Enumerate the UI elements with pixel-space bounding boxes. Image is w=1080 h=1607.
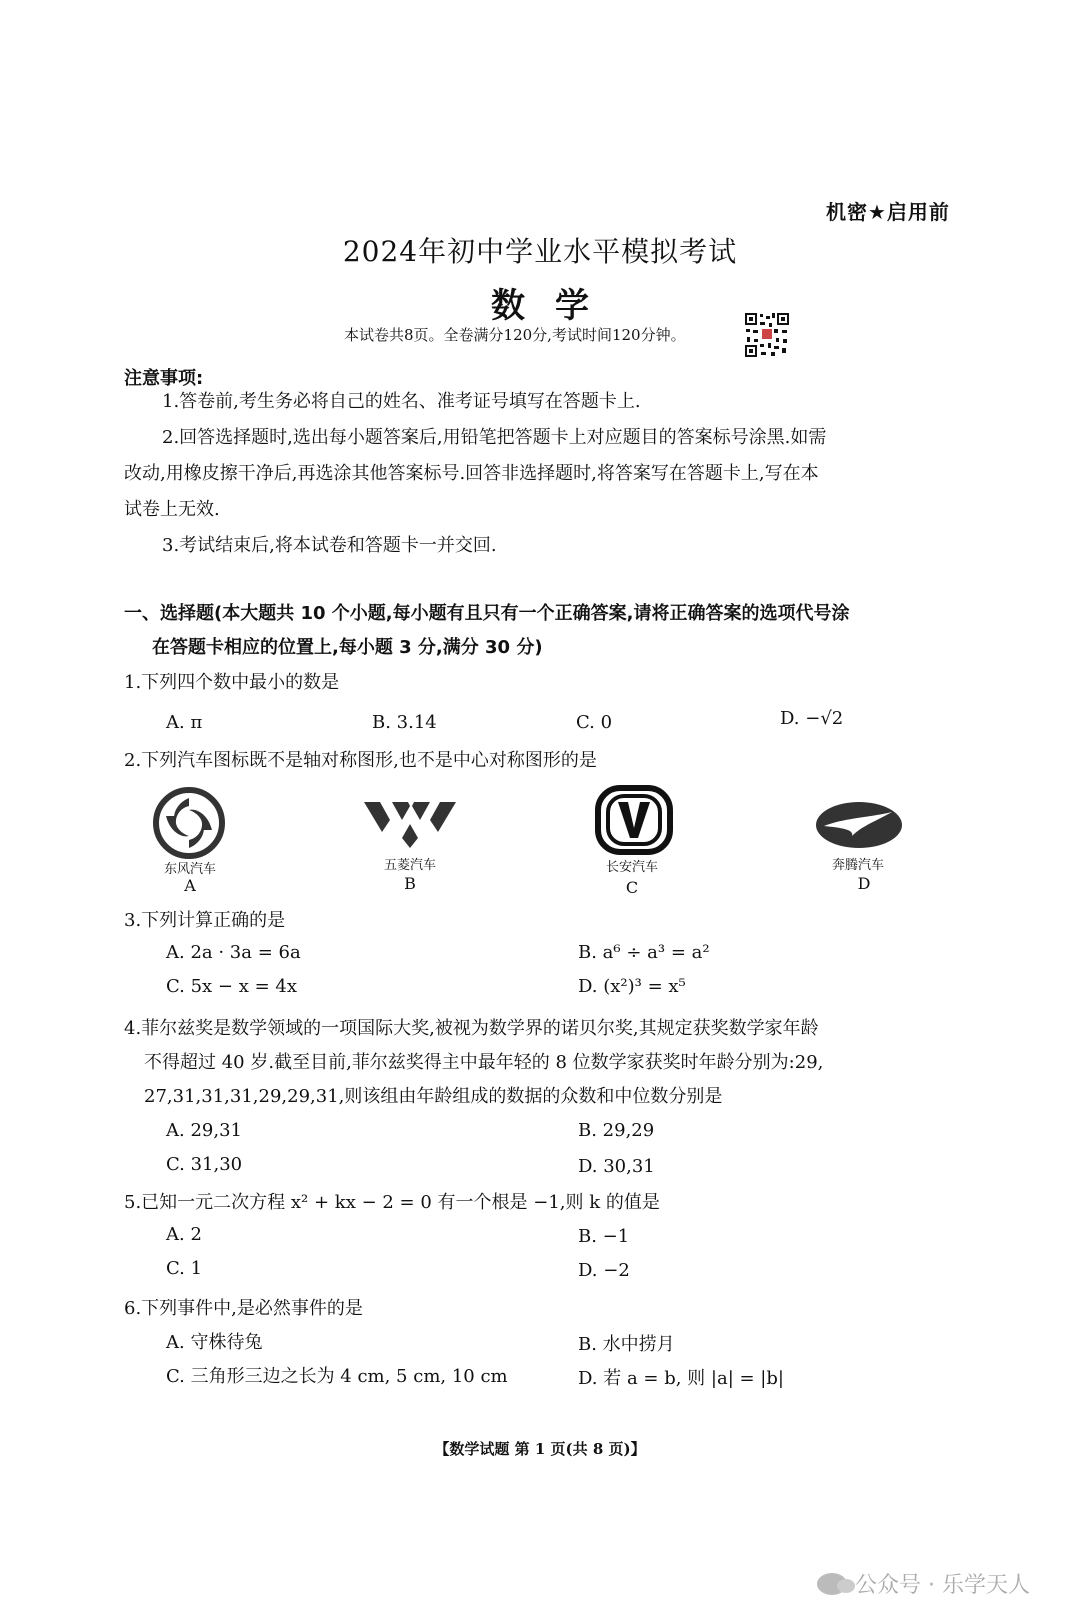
q1-option-b: B. 3.14 [372,712,437,733]
question-4: 4.菲尔兹奖是数学领域的一项国际大奖,被视为数学界的诺贝尔奖,其规定获奖数学家年龄 [124,1018,819,1039]
q6-option-b: B. 水中捞月 [578,1334,675,1355]
q1-option-a: A. π [166,712,203,733]
q3-option-c: C. 5x − x = 4x [166,976,297,997]
q5-option-c: C. 1 [166,1258,203,1279]
q4-option-d: D. 30,31 [578,1156,655,1177]
notice-item-3: 3.考试结束后,将本试卷和答题卡一并交回. [162,535,497,556]
q6-option-d: D. 若 a = b, 则 |a| = |b| [578,1368,784,1389]
page-footer: 【数学试题 第 1 页(共 8 页)】 [434,1440,646,1458]
logo-letter-b: B [404,874,416,893]
q5-option-d: D. −2 [578,1260,630,1281]
section-heading: 一、选择题(本大题共 10 个小题,每小题有且只有一个正确答案,请将正确答案的选项代号涂 [124,603,850,624]
q3-option-a: A. 2a · 3a = 6a [166,942,301,963]
dongfeng-logo-icon [152,786,226,860]
logo-letter-a: A [184,876,196,895]
q3-option-d: D. (x²)³ = x⁵ [578,976,686,997]
logo-caption-d: 奔腾汽车 [831,858,884,873]
question-6: 6.下列事件中,是必然事件的是 [124,1298,363,1319]
notice-heading: 注意事项: [124,368,204,389]
q4-option-c: C. 31,30 [166,1154,243,1175]
logo-caption-b: 五菱汽车 [383,858,436,873]
notice-item-2-cont: 改动,用橡皮擦干净后,再选涂其他答案标号.回答非选择题时,将答案写在答题卡上,写在本 [124,463,819,484]
confidential-label: 机密★启用前 [826,200,950,224]
question-4-end: 27,31,31,31,29,29,31,则该组由年龄组成的数据的众数和中位数分别是 [144,1086,723,1107]
q4-option-b: B. 29,29 [578,1120,655,1141]
q3-option-b: B. a⁶ ÷ a³ = a² [578,942,710,963]
question-5: 5.已知一元二次方程 x² + kx − 2 = 0 有一个根是 −1,则 k 的值是 [124,1192,660,1213]
q4-option-a: A. 29,31 [166,1120,242,1141]
notice-item-1: 1.答卷前,考生务必将自己的姓名、准考证号填写在答题卡上. [162,391,641,412]
section-heading-cont: 在答题卡相应的位置上,每小题 3 分,满分 30 分) [152,637,543,658]
qr-code-icon [744,312,790,358]
q5-option-a: A. 2 [166,1224,202,1245]
wuling-logo-icon [362,798,458,850]
question-4-cont: 不得超过 40 岁.截至目前,菲尔兹奖得主中最年轻的 8 位数学家获奖时年龄分别为:29, [144,1052,824,1073]
q6-option-c: C. 三角形三边之长为 4 cm, 5 cm, 10 cm [166,1366,508,1387]
logo-letter-c: C [625,878,639,897]
question-1: 1.下列四个数中最小的数是 [124,672,340,693]
exam-info: 本试卷共8页。全卷满分120分,考试时间120分钟。 [344,326,686,344]
logo-caption-c: 长安汽车 [605,860,658,875]
question-2: 2.下列汽车图标既不是轴对称图形,也不是中心对称图形的是 [124,750,597,771]
watermark-text: 公众号 · 乐学天人 [855,1573,1030,1598]
logo-letter-d: D [857,874,871,893]
watermark [817,1568,1030,1599]
question-3: 3.下列计算正确的是 [124,910,286,931]
subject-title: 数学 [491,286,619,326]
wechat-icon [817,1573,847,1595]
exam-title: 2024年初中学业水平模拟考试 [342,235,738,268]
q1-option-c: C. 0 [576,712,613,733]
q5-option-b: B. −1 [578,1226,630,1247]
q1-option-d: D. −√2 [780,708,844,729]
logo-caption-a: 东风汽车 [163,862,216,877]
notice-item-2-end: 试卷上无效. [124,499,220,520]
changan-logo-icon [594,784,674,856]
besturn-logo-icon [814,800,904,850]
q6-option-a: A. 守株待兔 [166,1332,263,1353]
notice-item-2: 2.回答选择题时,选出每小题答案后,用铅笔把答题卡上对应题目的答案标号涂黑.如需 [162,427,827,448]
